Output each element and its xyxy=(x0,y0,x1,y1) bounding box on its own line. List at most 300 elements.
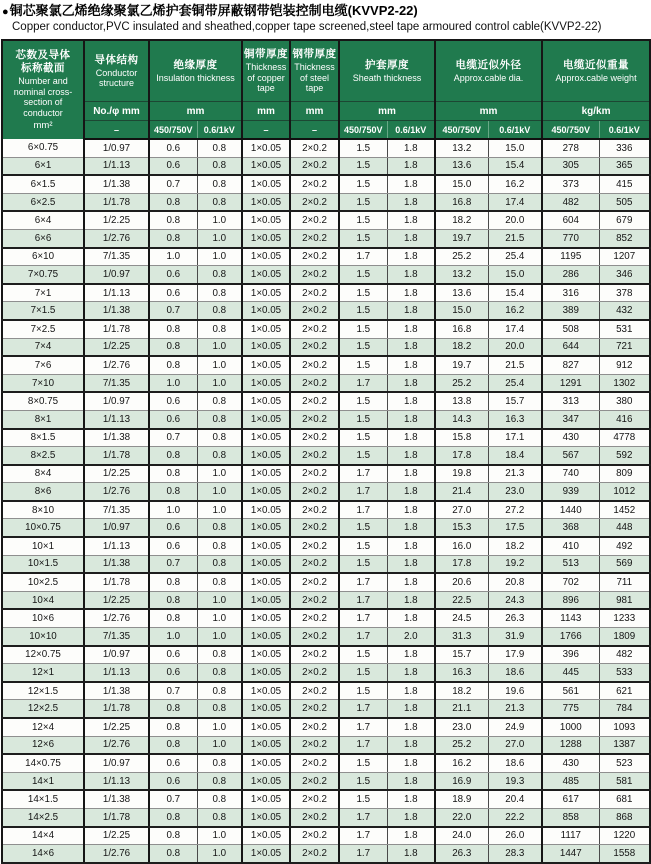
spec-cell: 12×2.5 xyxy=(2,700,84,718)
value-cell: 18.6 xyxy=(488,754,542,772)
table-row xyxy=(2,483,650,501)
value-cell: 1.8 xyxy=(387,519,435,537)
value-cell: 1.5 xyxy=(339,139,387,157)
value-cell: 1288 xyxy=(542,736,599,754)
value-cell: 604 xyxy=(542,211,599,229)
spec-cell: 12×4 xyxy=(2,718,84,736)
value-cell: 0.8 xyxy=(197,410,242,428)
value-cell: 445 xyxy=(542,664,599,682)
value-cell: 1×0.05 xyxy=(242,736,290,754)
value-cell: 784 xyxy=(599,700,650,718)
value-cell: 1.7 xyxy=(339,501,387,519)
value-cell: 1.5 xyxy=(339,392,387,410)
spec-cell: 7×10 xyxy=(2,374,84,392)
bullet-icon: ● xyxy=(2,6,9,18)
value-cell: 15.8 xyxy=(435,429,488,447)
value-cell: 2×0.2 xyxy=(290,718,339,736)
value-cell: 1×0.05 xyxy=(242,573,290,591)
value-cell: 1.8 xyxy=(387,790,435,808)
value-cell: 1.8 xyxy=(387,537,435,555)
value-cell: 0.8 xyxy=(197,392,242,410)
value-cell: 531 xyxy=(599,320,650,338)
value-cell: 482 xyxy=(599,646,650,664)
value-cell: 16.9 xyxy=(435,772,488,790)
value-cell: 0.8 xyxy=(149,845,197,863)
value-cell: 0.6 xyxy=(149,519,197,537)
value-cell: 1291 xyxy=(542,374,599,392)
value-cell: 1×0.05 xyxy=(242,356,290,374)
value-cell: 0.8 xyxy=(197,302,242,320)
value-cell: 0.6 xyxy=(149,410,197,428)
value-cell: 1.5 xyxy=(339,772,387,790)
value-cell: 20.0 xyxy=(488,338,542,356)
spec-cell: 6×4 xyxy=(2,211,84,229)
value-cell: 1×0.05 xyxy=(242,410,290,428)
value-cell: 1×0.05 xyxy=(242,700,290,718)
value-cell: 2×0.2 xyxy=(290,573,339,591)
value-cell: 16.2 xyxy=(435,754,488,772)
value-cell: 22.5 xyxy=(435,591,488,609)
value-cell: 508 xyxy=(542,320,599,338)
value-cell: 18.2 xyxy=(435,338,488,356)
value-cell: 1/2.25 xyxy=(84,465,149,483)
value-cell: 2×0.2 xyxy=(290,392,339,410)
value-cell: 16.0 xyxy=(435,537,488,555)
value-cell: 1.5 xyxy=(339,193,387,211)
value-cell: 2×0.2 xyxy=(290,139,339,157)
value-cell: 1.0 xyxy=(197,374,242,392)
table-row xyxy=(2,790,650,808)
value-cell: 15.3 xyxy=(435,519,488,537)
value-cell: 17.1 xyxy=(488,429,542,447)
value-cell: 1.0 xyxy=(197,356,242,374)
value-cell: 1.0 xyxy=(197,211,242,229)
value-cell: 1.8 xyxy=(387,429,435,447)
value-cell: 7/1.35 xyxy=(84,374,149,392)
value-cell: 1.8 xyxy=(387,682,435,700)
value-cell: 492 xyxy=(599,537,650,555)
spec-cell: 14×1.5 xyxy=(2,790,84,808)
value-cell: 1×0.05 xyxy=(242,754,290,772)
value-cell: 2×0.2 xyxy=(290,646,339,664)
table-row xyxy=(2,465,650,483)
value-cell: 1.5 xyxy=(339,229,387,247)
value-cell: 18.2 xyxy=(488,537,542,555)
value-cell: 1.5 xyxy=(339,537,387,555)
subcol-steel-dash: – xyxy=(290,121,339,140)
value-cell: 1.0 xyxy=(197,483,242,501)
value-cell: 2×0.2 xyxy=(290,772,339,790)
value-cell: 0.6 xyxy=(149,646,197,664)
value-cell: 448 xyxy=(599,519,650,537)
value-cell: 430 xyxy=(542,429,599,447)
value-cell: 1766 xyxy=(542,628,599,646)
table-row xyxy=(2,302,650,320)
value-cell: 0.8 xyxy=(197,808,242,826)
value-cell: 1×0.05 xyxy=(242,374,290,392)
value-cell: 1/0.97 xyxy=(84,646,149,664)
unit-sheath: mm xyxy=(339,102,435,121)
value-cell: 19.7 xyxy=(435,356,488,374)
value-cell: 0.8 xyxy=(197,790,242,808)
value-cell: 380 xyxy=(599,392,650,410)
spec-cell: 7×4 xyxy=(2,338,84,356)
value-cell: 21.5 xyxy=(488,356,542,374)
value-cell: 1×0.05 xyxy=(242,646,290,664)
subcol-copper-dash: – xyxy=(242,121,290,140)
value-cell: 2×0.2 xyxy=(290,700,339,718)
table-row xyxy=(2,628,650,646)
value-cell: 16.8 xyxy=(435,320,488,338)
value-cell: 1×0.05 xyxy=(242,266,290,284)
value-cell: 809 xyxy=(599,465,650,483)
value-cell: 1×0.05 xyxy=(242,609,290,627)
value-cell: 0.8 xyxy=(149,320,197,338)
subcol-weight-06-1: 0.6/1kV xyxy=(599,121,650,140)
table-row xyxy=(2,772,650,790)
value-cell: 2×0.2 xyxy=(290,555,339,573)
value-cell: 617 xyxy=(542,790,599,808)
table-row xyxy=(2,338,650,356)
value-cell: 1×0.05 xyxy=(242,157,290,175)
value-cell: 2×0.2 xyxy=(290,609,339,627)
value-cell: 19.3 xyxy=(488,772,542,790)
value-cell: 1×0.05 xyxy=(242,447,290,465)
value-cell: 1.8 xyxy=(387,483,435,501)
value-cell: 702 xyxy=(542,573,599,591)
value-cell: 1195 xyxy=(542,248,599,266)
value-cell: 1/0.97 xyxy=(84,266,149,284)
unit-insulation: mm xyxy=(149,102,242,121)
value-cell: 23.0 xyxy=(488,483,542,501)
value-cell: 1/1.13 xyxy=(84,410,149,428)
value-cell: 1×0.05 xyxy=(242,537,290,555)
value-cell: 1/2.25 xyxy=(84,591,149,609)
value-cell: 1.8 xyxy=(387,229,435,247)
value-cell: 1/1.78 xyxy=(84,320,149,338)
subcol-insulation-450-750: 450/750V xyxy=(149,121,197,140)
value-cell: 1×0.05 xyxy=(242,483,290,501)
value-cell: 1/2.25 xyxy=(84,718,149,736)
value-cell: 1/1.13 xyxy=(84,664,149,682)
value-cell: 1×0.05 xyxy=(242,827,290,845)
value-cell: 1.0 xyxy=(197,845,242,863)
value-cell: 1.5 xyxy=(339,410,387,428)
table-row xyxy=(2,827,650,845)
table-row xyxy=(2,736,650,754)
value-cell: 365 xyxy=(599,157,650,175)
value-cell: 1×0.05 xyxy=(242,519,290,537)
value-cell: 0.8 xyxy=(149,700,197,718)
value-cell: 1.5 xyxy=(339,284,387,302)
value-cell: 1.8 xyxy=(387,808,435,826)
value-cell: 2×0.2 xyxy=(290,429,339,447)
value-cell: 1302 xyxy=(599,374,650,392)
value-cell: 1.8 xyxy=(387,266,435,284)
value-cell: 1.5 xyxy=(339,754,387,772)
value-cell: 2×0.2 xyxy=(290,175,339,193)
value-cell: 2×0.2 xyxy=(290,682,339,700)
value-cell: 25.2 xyxy=(435,736,488,754)
value-cell: 569 xyxy=(599,555,650,573)
table-row xyxy=(2,392,650,410)
value-cell: 1×0.05 xyxy=(242,718,290,736)
title-english: Copper conductor,PVC insulated and sheathed,copper tape screened,steel tape armoured control cable(KVVP2-22) xyxy=(12,21,602,33)
spec-cell: 12×0.75 xyxy=(2,646,84,664)
value-cell: 1.0 xyxy=(197,338,242,356)
value-cell: 1.8 xyxy=(387,338,435,356)
unit-copper-tape: mm xyxy=(242,102,290,121)
value-cell: 1.8 xyxy=(387,410,435,428)
subcol-sheath-450-750: 450/750V xyxy=(339,121,387,140)
value-cell: 567 xyxy=(542,447,599,465)
value-cell: 1×0.05 xyxy=(242,284,290,302)
value-cell: 1.7 xyxy=(339,736,387,754)
value-cell: 0.8 xyxy=(197,429,242,447)
spec-cell: 6×2.5 xyxy=(2,193,84,211)
value-cell: 1.8 xyxy=(387,736,435,754)
subcol-sheath-06-1: 0.6/1kV xyxy=(387,121,435,140)
value-cell: 15.0 xyxy=(488,139,542,157)
value-cell: 1.7 xyxy=(339,827,387,845)
table-row xyxy=(2,845,650,863)
value-cell: 1.5 xyxy=(339,646,387,664)
value-cell: 1.8 xyxy=(387,447,435,465)
value-cell: 1/1.78 xyxy=(84,808,149,826)
spec-cell: 12×1 xyxy=(2,664,84,682)
value-cell: 740 xyxy=(542,465,599,483)
value-cell: 1.8 xyxy=(387,356,435,374)
value-cell: 0.7 xyxy=(149,429,197,447)
value-cell: 533 xyxy=(599,664,650,682)
value-cell: 347 xyxy=(542,410,599,428)
spec-cell: 14×4 xyxy=(2,827,84,845)
group-header-sheath-thickness: 护套厚度 Sheath thickness xyxy=(339,40,435,102)
value-cell: 21.1 xyxy=(435,700,488,718)
value-cell: 13.6 xyxy=(435,157,488,175)
value-cell: 1012 xyxy=(599,483,650,501)
value-cell: 1.8 xyxy=(387,193,435,211)
value-cell: 1.8 xyxy=(387,772,435,790)
value-cell: 2×0.2 xyxy=(290,754,339,772)
subcol-dia-450-750: 450/750V xyxy=(435,121,488,140)
value-cell: 1.0 xyxy=(197,229,242,247)
value-cell: 513 xyxy=(542,555,599,573)
value-cell: 1×0.05 xyxy=(242,808,290,826)
value-cell: 1×0.05 xyxy=(242,392,290,410)
value-cell: 1.0 xyxy=(149,374,197,392)
spec-cell: 10×1 xyxy=(2,537,84,555)
unit-conductor: No./φ mm xyxy=(84,102,149,121)
value-cell: 26.3 xyxy=(488,609,542,627)
value-cell: 2×0.2 xyxy=(290,211,339,229)
value-cell: 1.8 xyxy=(387,248,435,266)
table-body xyxy=(2,139,650,863)
value-cell: 16.2 xyxy=(488,175,542,193)
value-cell: 1.5 xyxy=(339,211,387,229)
value-cell: 1.7 xyxy=(339,628,387,646)
spec-cell: 10×0.75 xyxy=(2,519,84,537)
value-cell: 7/1.35 xyxy=(84,501,149,519)
value-cell: 368 xyxy=(542,519,599,537)
value-cell: 770 xyxy=(542,229,599,247)
value-cell: 2×0.2 xyxy=(290,628,339,646)
value-cell: 13.6 xyxy=(435,284,488,302)
value-cell: 13.2 xyxy=(435,266,488,284)
value-cell: 0.8 xyxy=(197,519,242,537)
value-cell: 0.8 xyxy=(197,664,242,682)
value-cell: 0.6 xyxy=(149,754,197,772)
spec-cell: 14×2.5 xyxy=(2,808,84,826)
value-cell: 1.7 xyxy=(339,573,387,591)
spec-cell: 6×1 xyxy=(2,157,84,175)
value-cell: 1.8 xyxy=(387,754,435,772)
core-zh-line1: 芯数及导体 xyxy=(15,49,71,61)
value-cell: 1.0 xyxy=(197,736,242,754)
value-cell: 27.0 xyxy=(435,501,488,519)
value-cell: 1233 xyxy=(599,609,650,627)
value-cell: 336 xyxy=(599,139,650,157)
value-cell: 0.8 xyxy=(197,555,242,573)
value-cell: 1×0.05 xyxy=(242,229,290,247)
value-cell: 1/2.76 xyxy=(84,845,149,863)
value-cell: 0.6 xyxy=(149,266,197,284)
value-cell: 939 xyxy=(542,483,599,501)
value-cell: 1000 xyxy=(542,718,599,736)
value-cell: 16.2 xyxy=(488,302,542,320)
value-cell: 1.8 xyxy=(387,664,435,682)
value-cell: 1.0 xyxy=(197,248,242,266)
value-cell: 2×0.2 xyxy=(290,447,339,465)
spec-cell: 12×1.5 xyxy=(2,682,84,700)
subcol-insulation-06-1: 0.6/1kV xyxy=(197,121,242,140)
value-cell: 0.8 xyxy=(149,573,197,591)
value-cell: 1.8 xyxy=(387,374,435,392)
value-cell: 27.0 xyxy=(488,736,542,754)
value-cell: 28.3 xyxy=(488,845,542,863)
value-cell: 1.7 xyxy=(339,845,387,863)
value-cell: 16.3 xyxy=(488,410,542,428)
value-cell: 1/1.78 xyxy=(84,193,149,211)
value-cell: 2×0.2 xyxy=(290,193,339,211)
value-cell: 1.8 xyxy=(387,211,435,229)
spec-cell: 6×6 xyxy=(2,229,84,247)
table-row xyxy=(2,591,650,609)
value-cell: 0.8 xyxy=(197,157,242,175)
table-row xyxy=(2,700,650,718)
value-cell: 1/1.13 xyxy=(84,537,149,555)
value-cell: 25.4 xyxy=(488,374,542,392)
value-cell: 1.5 xyxy=(339,682,387,700)
value-cell: 17.4 xyxy=(488,193,542,211)
value-cell: 0.8 xyxy=(149,609,197,627)
value-cell: 1.0 xyxy=(197,609,242,627)
spec-cell: 14×6 xyxy=(2,845,84,863)
spec-cell: 8×1.5 xyxy=(2,429,84,447)
value-cell: 644 xyxy=(542,338,599,356)
value-cell: 15.0 xyxy=(488,266,542,284)
value-cell: 482 xyxy=(542,193,599,211)
value-cell: 1.7 xyxy=(339,248,387,266)
value-cell: 1.8 xyxy=(387,609,435,627)
table-row xyxy=(2,646,650,664)
value-cell: 1/1.78 xyxy=(84,447,149,465)
value-cell: 1207 xyxy=(599,248,650,266)
value-cell: 1.8 xyxy=(387,501,435,519)
value-cell: 1.7 xyxy=(339,374,387,392)
table-row xyxy=(2,718,650,736)
value-cell: 827 xyxy=(542,356,599,374)
value-cell: 2×0.2 xyxy=(290,537,339,555)
value-cell: 1.7 xyxy=(339,483,387,501)
value-cell: 1×0.05 xyxy=(242,429,290,447)
value-cell: 1.8 xyxy=(387,573,435,591)
value-cell: 17.8 xyxy=(435,555,488,573)
value-cell: 18.2 xyxy=(435,682,488,700)
value-cell: 286 xyxy=(542,266,599,284)
value-cell: 1/1.78 xyxy=(84,700,149,718)
value-cell: 721 xyxy=(599,338,650,356)
value-cell: 1/2.76 xyxy=(84,356,149,374)
value-cell: 485 xyxy=(542,772,599,790)
value-cell: 18.6 xyxy=(488,664,542,682)
value-cell: 346 xyxy=(599,266,650,284)
value-cell: 410 xyxy=(542,537,599,555)
value-cell: 0.8 xyxy=(149,211,197,229)
value-cell: 313 xyxy=(542,392,599,410)
table-row xyxy=(2,808,650,826)
value-cell: 1/1.38 xyxy=(84,555,149,573)
group-header-copper-tape-thickness: 铜带厚度 Thickness of copper tape xyxy=(242,40,290,102)
value-cell: 20.6 xyxy=(435,573,488,591)
value-cell: 0.6 xyxy=(149,537,197,555)
value-cell: 1387 xyxy=(599,736,650,754)
value-cell: 24.9 xyxy=(488,718,542,736)
value-cell: 1.8 xyxy=(387,718,435,736)
table-row xyxy=(2,664,650,682)
value-cell: 0.8 xyxy=(197,447,242,465)
spec-cell: 8×4 xyxy=(2,465,84,483)
value-cell: 1.5 xyxy=(339,555,387,573)
value-cell: 681 xyxy=(599,790,650,808)
value-cell: 415 xyxy=(599,175,650,193)
header-unit-row xyxy=(2,102,650,121)
table-row xyxy=(2,175,650,193)
value-cell: 1.8 xyxy=(387,157,435,175)
value-cell: 1.8 xyxy=(387,175,435,193)
spec-cell: 8×10 xyxy=(2,501,84,519)
spec-cell: 8×0.75 xyxy=(2,392,84,410)
value-cell: 1×0.05 xyxy=(242,501,290,519)
table-row xyxy=(2,410,650,428)
group-header-insulation-thickness: 绝缘厚度 Insulation thickness xyxy=(149,40,242,102)
value-cell: 31.9 xyxy=(488,628,542,646)
core-zh-line2: 标称截面 xyxy=(21,61,65,74)
value-cell: 621 xyxy=(599,682,650,700)
value-cell: 4778 xyxy=(599,429,650,447)
value-cell: 1.7 xyxy=(339,718,387,736)
value-cell: 1×0.05 xyxy=(242,790,290,808)
value-cell: 430 xyxy=(542,754,599,772)
value-cell: 1.5 xyxy=(339,664,387,682)
value-cell: 0.8 xyxy=(149,483,197,501)
value-cell: 2×0.2 xyxy=(290,374,339,392)
value-cell: 1×0.05 xyxy=(242,664,290,682)
value-cell: 868 xyxy=(599,808,650,826)
value-cell: 1/1.78 xyxy=(84,573,149,591)
spec-cell: 14×1 xyxy=(2,772,84,790)
value-cell: 1.0 xyxy=(149,501,197,519)
